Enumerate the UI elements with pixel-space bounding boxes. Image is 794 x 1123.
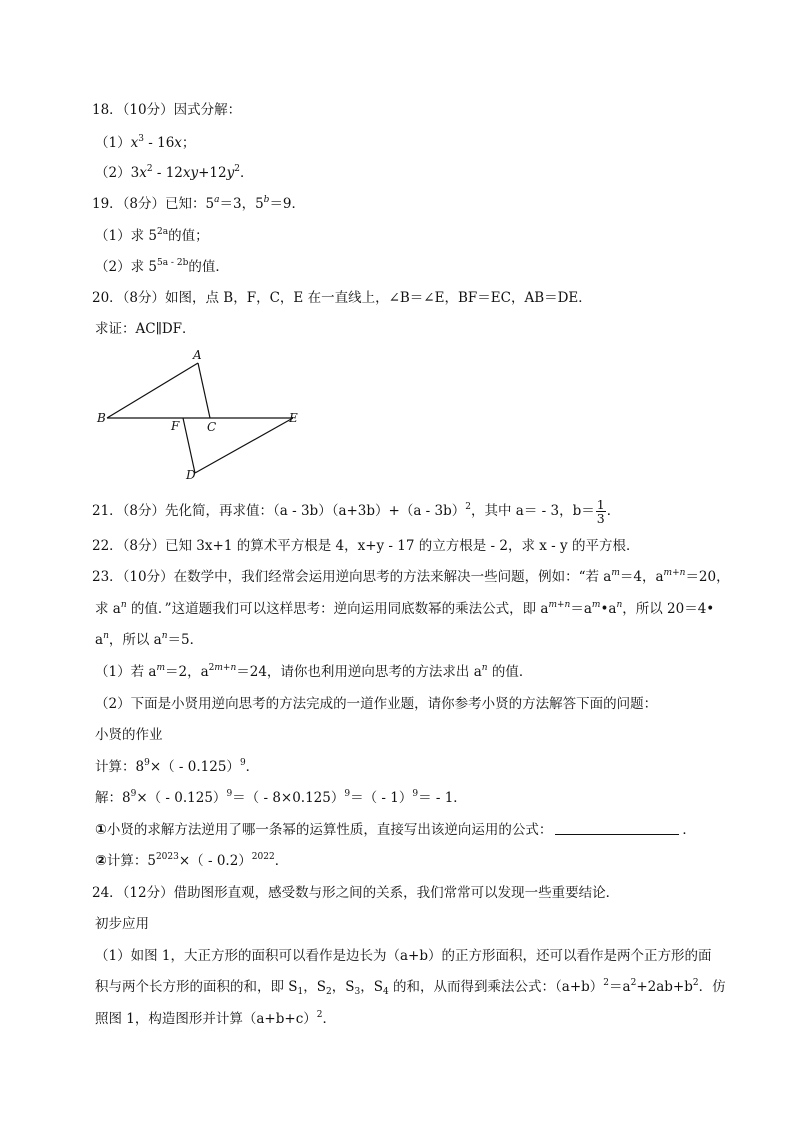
q19-part2: （2）求 $5^{5a - 2b}$的值． bbox=[95, 258, 229, 275]
label-c: C bbox=[207, 420, 217, 434]
q20-geometry-figure bbox=[95, 343, 315, 483]
q21-text: 21．（8分）先化简，再求值：（a - 3b）（a+3b）+（a - 3b）$^2$，其中 a＝ - 3，b＝ $\frac{1}{3}$ ． bbox=[92, 497, 621, 526]
label-e: E bbox=[289, 411, 298, 425]
q24-subheading: 初步应用 bbox=[95, 916, 149, 932]
q24-part1-line1: （1）如图 1，大正方形的面积可以看作是边长为（a+b）的正方形面积，还可以看作是两个正方形的面 bbox=[95, 948, 712, 964]
q18-part2: $(2)3x^2 - 12xy+12y^2$． bbox=[95, 164, 254, 181]
segment-ac bbox=[198, 363, 210, 418]
q23-part1: （1）若 $a^m=2$，$a^{2m+n}=24$，请你也利用逆向思考的方法求出 $a^n$ 的值． bbox=[95, 663, 533, 680]
label-a: A bbox=[193, 348, 202, 362]
segment-ab bbox=[107, 363, 198, 418]
segment-fd bbox=[183, 418, 195, 473]
label-b: B bbox=[97, 411, 106, 425]
q23-sub-question-b: ②计算：$5^{2023}\times( - 0.2)^{2022}$． bbox=[95, 852, 289, 869]
fraction-one-third: $\frac{1}{3}$ bbox=[596, 497, 605, 526]
q19-part1: （1）求 $5^{2a}$的值； bbox=[95, 227, 209, 244]
q24-part1-line2: 积与两个长方形的面积的和，即 $S_1$，$S_2$，$S_3$，$S_4$ 的和，从而得到乘法公式：$(a+b)^2=a^2+2ab+b^2$．仿 bbox=[95, 978, 726, 997]
q23-solution: 解：$8^9\times( - 0.125)^9=( - 8\times 0.125)^9=( - 1)^9= - 1$． bbox=[95, 789, 467, 806]
q23-line1: 23．（10分）在数学中，我们经常会运用逆向思考的方法来解决一些问题，例如：“若 $a^m=4$，$a^{m+n}=20$， bbox=[92, 568, 730, 585]
label-d: D bbox=[186, 468, 196, 482]
q24-heading: 24．（12分）借助图形直观，感受数与形之间的关系，我们常常可以发现一些重要结论． bbox=[92, 885, 620, 901]
q24-part1-line3: 照图 1，构造图形并计算$(a+b+c)^2$． bbox=[95, 1010, 336, 1027]
q19-heading: 19．（8分）已知：$5^a=3$，$5^b=9$． bbox=[92, 195, 306, 212]
q23-part2: （2）下面是小贤用逆向思考的方法完成的一道作业题，请你参考小贤的方法解答下面的问题： bbox=[95, 696, 658, 712]
q23-homework-title: 小贤的作业 bbox=[95, 727, 163, 743]
q22-text: 22．（8分）已知 3x+1 的算术平方根是 4，x+y - 17 的立方根是 - 2，求 x - y 的平方根． bbox=[92, 538, 640, 554]
q23-line2: 求 $a^n$ 的值．”这道题我们可以这样思考：逆向运用同底数幂的乘法公式，即 $a^{m+n}=a^m•a^n$，所以 20＝4• bbox=[95, 600, 715, 617]
q23-line3: $a^n$，所以 $a^n=5$． bbox=[95, 631, 204, 648]
q18-part1: $(1)x^3 - 16x$； bbox=[95, 134, 196, 151]
q20-prove: 求证：AC∥DF． bbox=[95, 321, 196, 337]
q23-sub-question-a: ①小贤的求解方法逆用了哪一条幂的运算性质，直接写出该逆向运用的公式： ． bbox=[95, 822, 696, 838]
q20-heading: 20．（8分）如图，点 B，F，C，E 在一直线上，∠B＝∠E，BF＝EC，AB＝DE． bbox=[92, 290, 592, 306]
q18-heading: 18．（10分）因式分解： bbox=[92, 102, 242, 118]
label-f: F bbox=[171, 419, 180, 433]
answer-blank[interactable] bbox=[555, 822, 679, 835]
q23-calc: 计算：$8^9\times( - 0.125)^9$． bbox=[95, 758, 260, 775]
